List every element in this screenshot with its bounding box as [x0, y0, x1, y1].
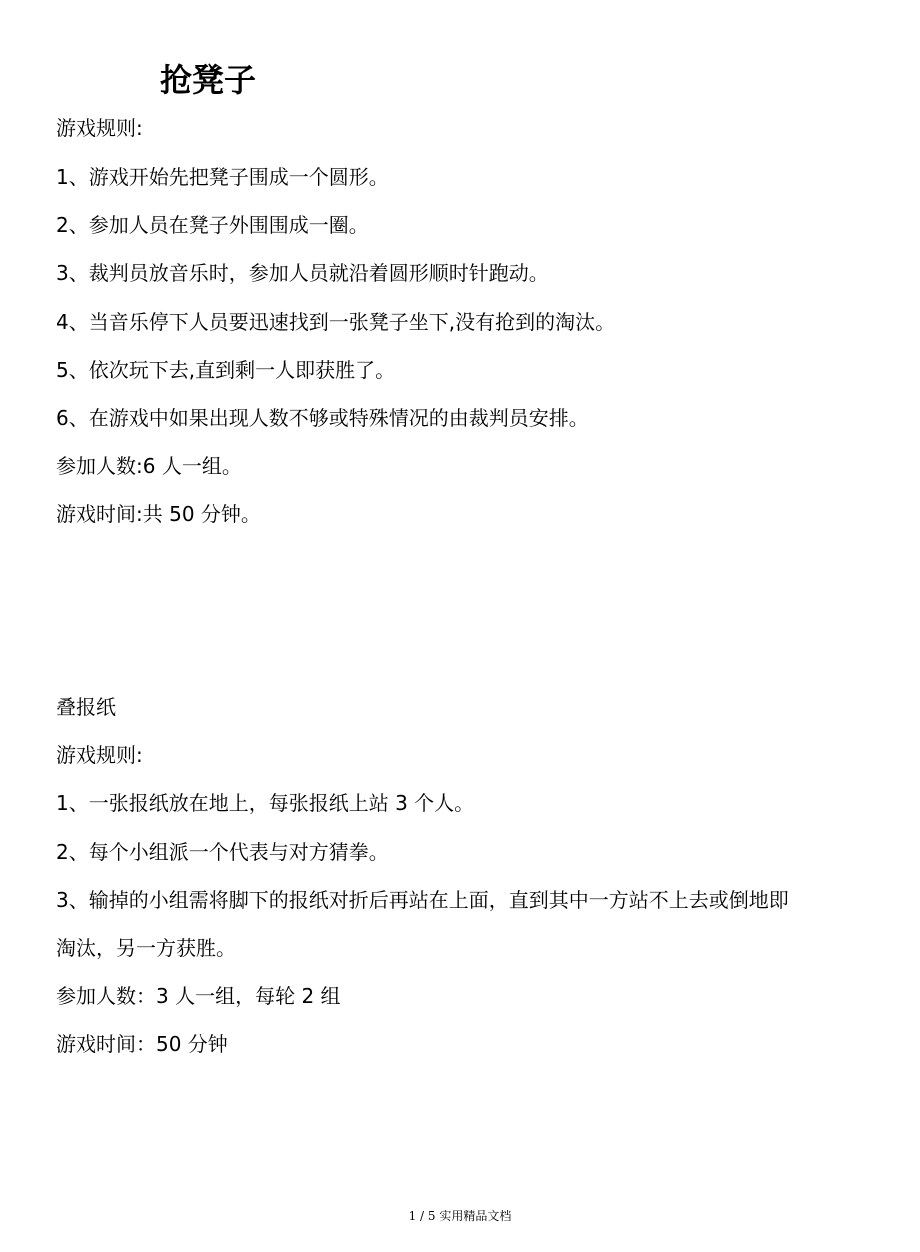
game1-rule-3: 3、裁判员放音乐时，参加人员就沿着圆形顺时针跑动。 — [56, 261, 549, 285]
game1-rule-1: 1、游戏开始先把凳子围成一个圆形。 — [56, 165, 389, 189]
game1-participants: 参加人数:6 人一组。 — [56, 454, 242, 478]
page-footer: 1 / 5 实用精品文档 — [408, 1209, 512, 1223]
game2-rule-1: 1、一张报纸放在地上，每张报纸上站 3 个人。 — [56, 791, 475, 815]
game2-participants: 参加人数：3 人一组，每轮 2 组 — [56, 984, 341, 1008]
game2-rule-3: 3、输掉的小组需将脚下的报纸对折后再站在上面，直到其中一方站不上去或倒地即 — [56, 888, 789, 912]
game1-duration: 游戏时间:共 50 分钟。 — [56, 502, 261, 526]
game2-title: 叠报纸 — [56, 695, 116, 719]
game1-rule-5: 5、依次玩下去,直到剩一人即获胜了。 — [56, 358, 396, 382]
game2-duration: 游戏时间：50 分钟 — [56, 1032, 228, 1056]
game2-rules-heading: 游戏规则: — [56, 743, 143, 767]
game1-rule-2: 2、参加人员在凳子外围围成一圈。 — [56, 213, 369, 237]
game1-rules-heading: 游戏规则: — [56, 116, 143, 140]
game2-rule-2: 2、每个小组派一个代表与对方猜拳。 — [56, 840, 389, 864]
game2-rule-3-continued: 淘汰，另一方获胜。 — [56, 936, 236, 960]
game1-rule-6: 6、在游戏中如果出现人数不够或特殊情况的由裁判员安排。 — [56, 406, 589, 430]
game1-title: 抢凳子 — [160, 61, 257, 99]
game1-rule-4: 4、当音乐停下人员要迅速找到一张凳子坐下,没有抢到的淘汰。 — [56, 310, 616, 334]
